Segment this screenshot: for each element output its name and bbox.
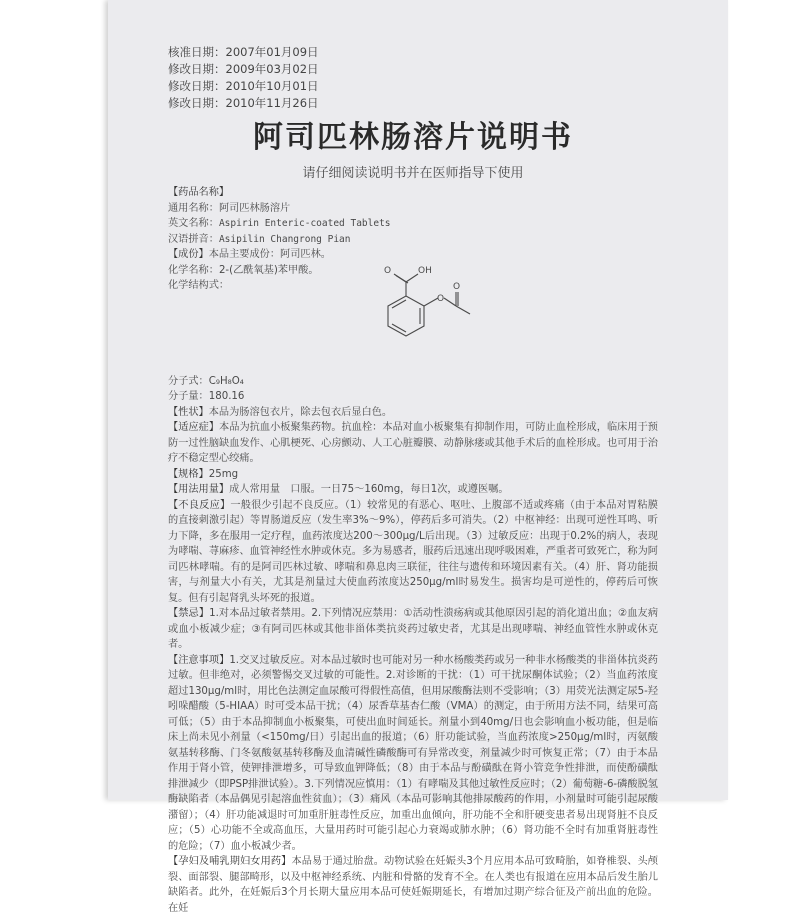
precautions: 【注意事项】1.交叉过敏反应。对本品过敏时也可能对另一种水杨酸类药或另一种非水杨酸类的非甾体抗炎药过敏。但非绝对，必须警惕交叉过敏的可能性。2.对诊断的干扰：（1）可干扰尿酮体试验；（2）当血药浓度超过130μg/ml时，用比色法测定血尿酸可得假性高值，但用尿酸酶法则不受影响；（3）用荧光法测定尿5-羟吲哚醋酸（5-HIAA）时可受本品干扰；（4）尿香草基杏仁酸（VMA）的测定，由于所用方法不同，结果可高可低；（5）由于本品抑制血小板聚集，可使出血时间延长。剂量小到40mg/日也会影响血小板功能，但是临床上尚未见小剂量（<150mg/日）引起出血的报道；（6）肝功能试验，当血药浓度>250μg/ml时，丙氨酸氨基转移酶、门冬氨酸氨基转移酶及血清碱性磷酸酶可有异常改变，剂量减少时可恢复正常；（7）由于本品作用于肾小管，使钾排泄增多，可导致血钾降低；（8）由于本品与酚磺酞在肾小管竞争性排泄，而使酚磺酞排泄减少（即PSP排泄试验）。3.下列情况应慎用：（1）有哮喘及其他过敏性反应时；（2）葡萄糖-6-磷酸脱氢酶缺陷者（本品偶见引起溶血性贫血）；（3）痛风（本品可影响其他排尿酸药的作用，小剂量时可能引起尿酸潴留）；（4）肝功能减退时可加重肝脏毒性反应，加重出血倾向，肝功能不全和肝硬变患者易出现肾脏不良反应；（5）心功能不全或高血压，大量用药时可能引起心力衰竭或肺水肿；（6）肾功能不全时有加重肾脏毒性的危险；（7）血小板减少者。 bbox=[168, 654, 658, 852]
ester-oxygen-label: O bbox=[437, 293, 445, 304]
hydroxyl-label: OH bbox=[418, 265, 432, 276]
chemical-name: 化学名称：2-(乙酰氧基)苯甲酸。 bbox=[168, 264, 319, 276]
pinyin-name: 汉语拼音：Asipilin Changrong Pian bbox=[168, 233, 351, 245]
date-line: 核准日期：2007年01月09日 bbox=[168, 45, 319, 59]
revision-dates bbox=[168, 44, 658, 112]
usage-dosage: 【用法用量】成人常用量 口服。一日75～160mg，每日1次，或遵医嘱。 bbox=[168, 484, 509, 495]
date-line: 修改日期：2009年03月02日 bbox=[168, 62, 319, 76]
document-title: 阿司匹林肠溶片说明书 bbox=[253, 120, 573, 155]
specification: 【规格】25mg bbox=[168, 468, 239, 480]
ingredients: 【成份】本品主要成份：阿司匹林。 bbox=[168, 249, 331, 260]
pregnancy-lactation: 【孕妇及哺乳期妇女用药】本品易于通过胎盘。动物试验在妊娠头3个月应用本品可致畸胎，如脊椎裂、头颅裂、面部裂、腿部畸形，以及中枢神经系统、内脏和骨骼的发育不全。在人类也有报道在应用本品后发生胎儿缺陷者。此外，在妊娠后3个月长期大量应用本品可使妊娠期延长，有增加过期产综合征及产前出血的危险。在妊 bbox=[168, 856, 658, 914]
date-line: 修改日期：2010年10月01日 bbox=[168, 79, 319, 93]
english-name: 英文名称：Aspirin Enteric-coated Tablets bbox=[168, 218, 391, 229]
acetyl-oxygen-label: O bbox=[453, 281, 461, 292]
aspirin-structure-icon bbox=[358, 258, 488, 368]
drug-name-header: 【药品名称】 bbox=[168, 187, 230, 198]
adverse-reactions: 【不良反应】一般很少引起不良反应。（1）较常见的有恶心、呕吐、上腹部不适或疼痛（由于本品对胃粘膜的直接刺激引起）等胃肠道反应（发生率3%～9%），停药后多可消失。（2）中枢神经：出现可逆性耳鸣、听力下降，多在服用一定疗程，血药浓度达200～300μg/L后出现。（3）过敏反应：出现于0.2%的病人，表现为哮喘、荨麻疹、血管神经性水肿或休克。多为易感者，服药后迅速出现呼吸困难，严重者可致死亡，称为阿司匹林哮喘。有的是阿司匹林过敏、哮喘和鼻息肉三联征，往往与遗传和环境因素有关。（4）肝、肾功能损害，与剂量大小有关，尤其是剂量过大使血药浓度达250μg/ml时易发生。损害均是可逆性的，停药后可恢复。但有引起肾乳头坏死的报道。 bbox=[168, 499, 658, 604]
generic-name: 通用名称：阿司匹林肠溶片 bbox=[168, 202, 291, 214]
document-subtitle: 请仔细阅读说明书并在医师指导下使用 bbox=[302, 166, 524, 181]
contraindications: 【禁忌】1.对本品过敏者禁用。2.下列情况应禁用：①活动性溃疡病或其他原因引起的消化道出血；②血友病或血小板减少症；③有阿司匹林或其他非甾体类抗炎药过敏史者，尤其是出现哮喘、神经血管性水肿或休克者。 bbox=[168, 608, 659, 650]
molecular-weight: 分子量：180.16 bbox=[168, 391, 245, 402]
molecular-formula: 分子式：C₉H₈O₄ bbox=[168, 375, 244, 387]
carbonyl-oxygen-label: O bbox=[384, 265, 392, 276]
properties: 【性状】本品为肠溶包衣片，除去包衣后显白色。 bbox=[168, 406, 393, 418]
leaflet-content bbox=[168, 44, 658, 916]
date-line: 修改日期：2010年11月26日 bbox=[168, 96, 319, 110]
structure-label: 化学结构式： bbox=[168, 280, 230, 291]
leaflet-sheet bbox=[108, 0, 728, 914]
indications: 【适应症】本品为抗血小板聚集药物。抗血栓：本品对血小板聚集有抑制作用，可防止血栓形成，临床用于预防一过性脑缺血发作、心肌梗死、心房颤动、人工心脏瓣膜、动静脉瘘或其他手术后的血栓形成。也可用于治疗不稳定型心绞痛。 bbox=[168, 422, 658, 464]
